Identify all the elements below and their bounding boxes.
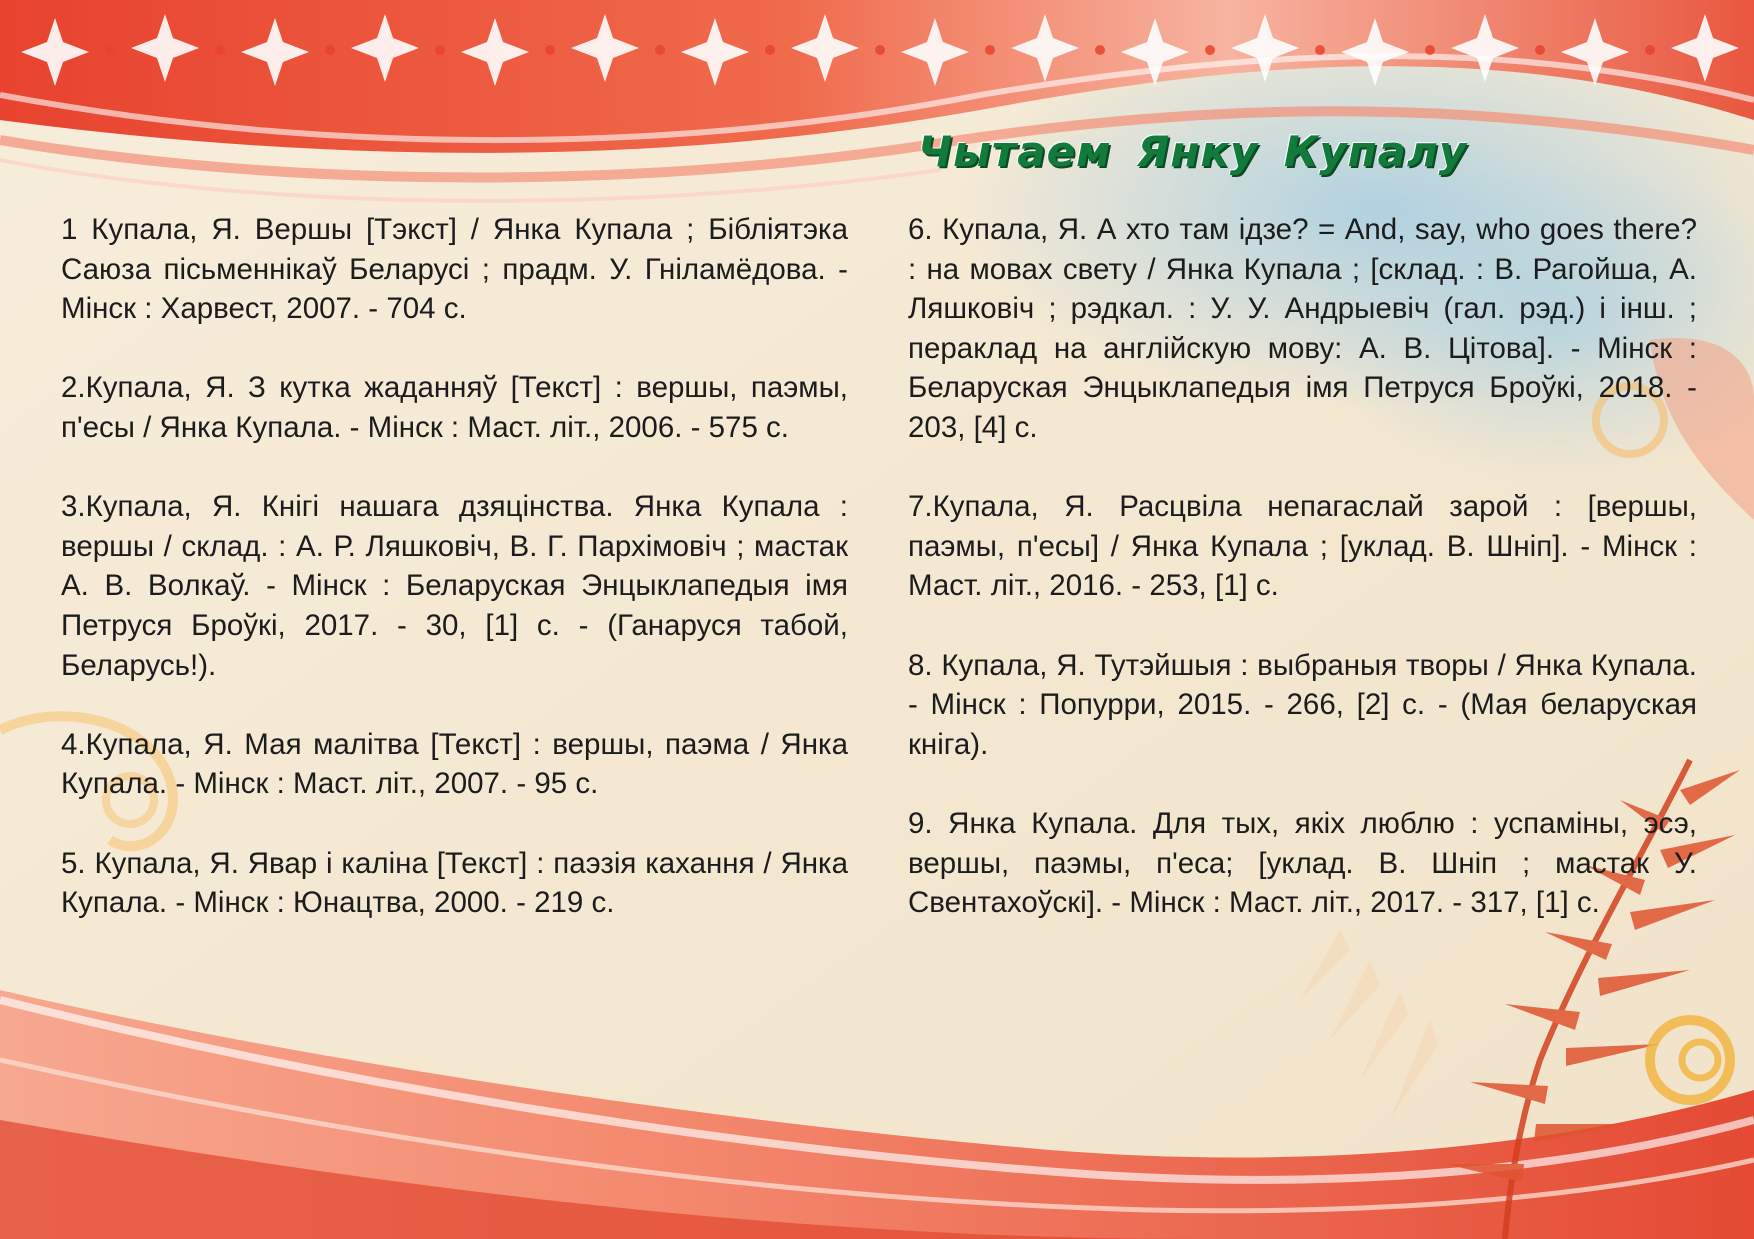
list-item: 1 Купала, Я. Вершы [Тэкст] / Янка Купала ; Бібліятэка Саюза пісьменнікаў Беларусі ; прадм. У. Гніламёдова. - Мінск : Харвест, 2007. - 704 с. — [61, 213, 848, 326]
list-item: 9. Янка Купала. Для тых, якіх люблю : успаміны, эсэ, вершы, паэмы, п'еса; [уклад. В. Шніп ; мастак У. Свентахоўскі]. - Мінск : Маст. літ., 2017. - 317, [1] с. — [908, 806, 1697, 920]
bibliography-right-column — [908, 210, 1697, 962]
list-item: 6. Купала, Я. А хто там ідзе? = And, say, who goes there? : на мовах свету / Янка Купала ; [склад. : В. Рагойша, А. Ляшковіч ; рэдкал. : У. У. Андрыевіч (гал. рэд.) і інш. ; пераклад на англійскую мову: А. В. Цітова]. - Мінск : Беларуская Энцыклапедыя імя Петруся Броўкі, 2018. - 203, [4] с. — [908, 213, 1697, 444]
list-item: 7.Купала, Я. Расцвіла непагаслай зарой : [вершы, паэмы, п'есы] / Янка Купала ; [уклад. В. Шніп]. - Мінск : Маст. літ., 2016. - 253, [1] с. — [908, 490, 1697, 603]
list-item: 4.Купала, Я. Мая малітва [Текст] : вершы, паэма / Янка Купала. - Мінск : Маст. літ., 2007. - 95 с. — [61, 727, 848, 801]
list-item: 5. Купала, Я. Явар і каліна [Текст] : паэзія кахання / Янка Купала. - Мінск : Юнацтва, 2000. - 219 с. — [61, 846, 848, 920]
list-item: 2.Купала, Я. З кутка жаданняў [Текст] : вершы, паэмы, п'есы / Янка Купала. - Мінск : Маст. літ., 2006. - 575 с. — [61, 371, 848, 444]
bibliography-left-column — [61, 210, 848, 962]
list-item: 3.Купала, Я. Кнігі нашага дзяцінства. Янка Купала : вершы / склад. : А. Р. Ляшковіч, В. Г. Пархімовіч ; мастак А. В. Волкаў. - Мінск : Беларуская Энцыклапедыя імя Петруся Броўкі, 2017. - 30, [1] с. - (Ганаруся табой, Беларусь!). — [61, 490, 848, 682]
page-title: Чытаем Янку Купалу — [918, 127, 1468, 176]
list-item: 8. Купала, Я. Тутэйшыя : выбраныя творы / Янка Купала. - Мінск : Попурри, 2015. - 266, [2] с. - (Мая беларуская кніга). — [908, 648, 1697, 761]
